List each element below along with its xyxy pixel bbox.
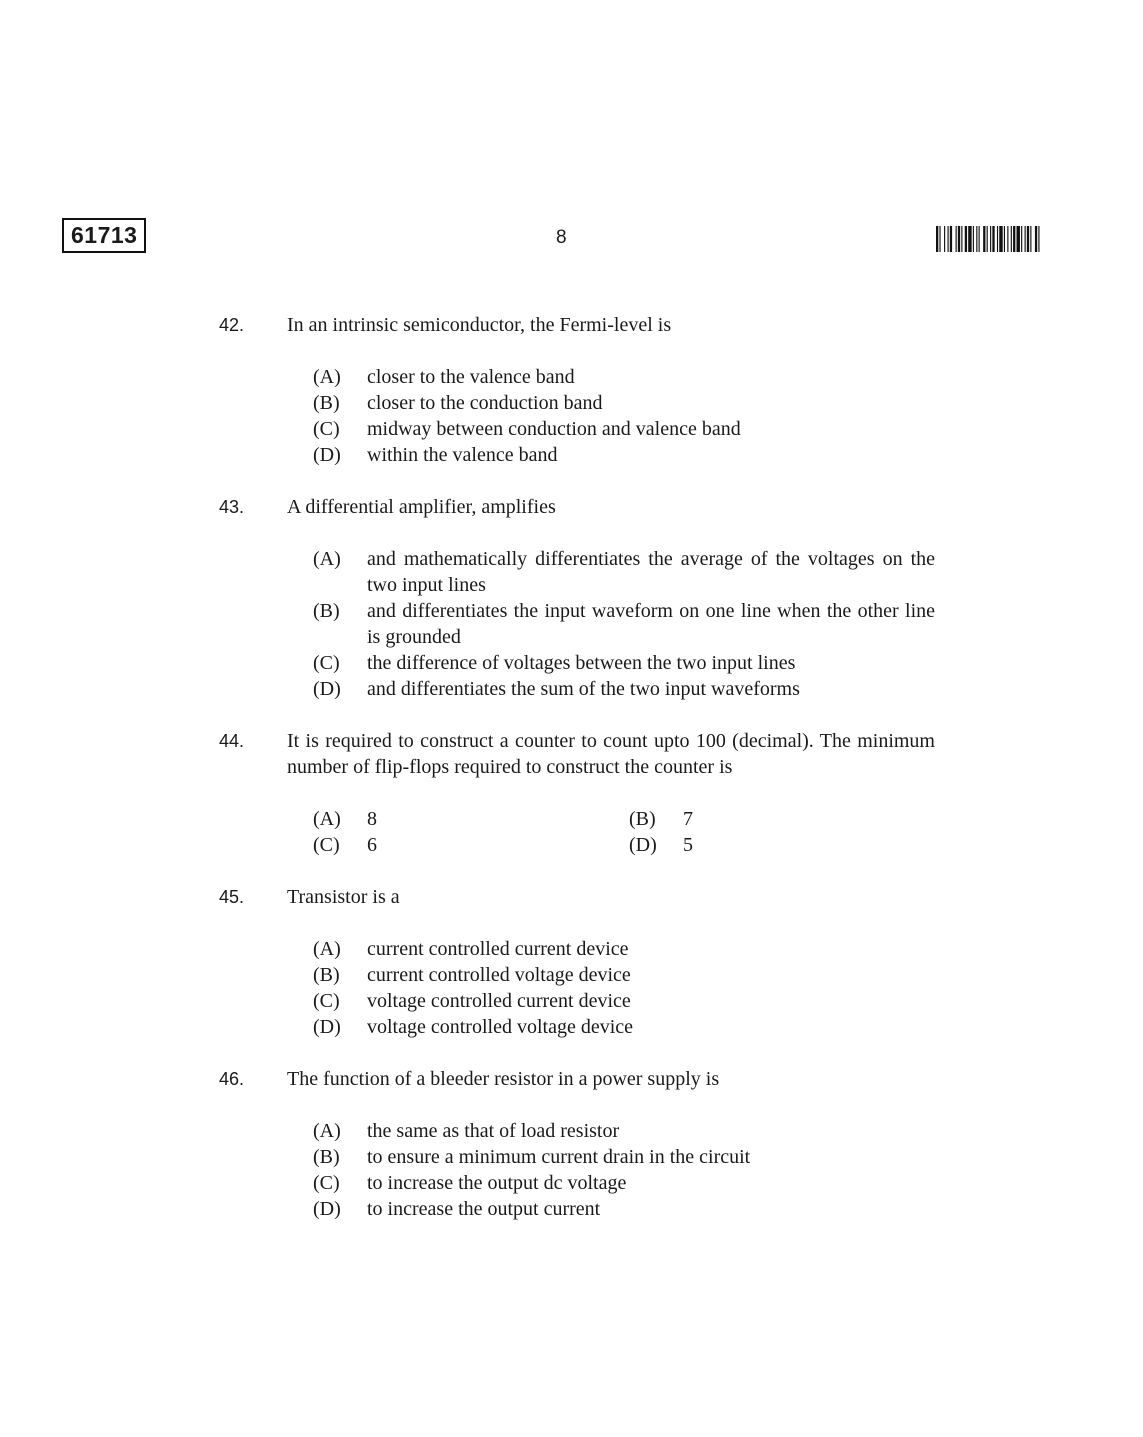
option-label: (D) xyxy=(313,444,341,466)
option-text: the same as that of load resistor xyxy=(367,1120,620,1142)
option-text: and mathematically differentiates the average of the voltages on the two input lines xyxy=(367,548,935,596)
option-label: (D) xyxy=(313,678,341,700)
question-text: A differential amplifier, amplifies xyxy=(287,496,556,518)
option-label: (A) xyxy=(313,548,341,570)
option-label: (C) xyxy=(313,990,340,1012)
question-text: The function of a bleeder resistor in a power supply is xyxy=(287,1068,720,1090)
option-text: current controlled voltage device xyxy=(367,964,631,986)
barcode xyxy=(936,226,1076,252)
option-text: 7 xyxy=(683,808,693,830)
option-text: to increase the output dc voltage xyxy=(367,1172,627,1194)
option-text: to ensure a minimum current drain in the circuit xyxy=(367,1146,751,1168)
question-text: In an intrinsic semiconductor, the Fermi-level is xyxy=(287,314,672,336)
question-number: 45. xyxy=(219,887,245,907)
option-label: (A) xyxy=(313,1120,341,1142)
option-text: and differentiates the sum of the two input waveforms xyxy=(367,678,800,700)
option-label: (B) xyxy=(629,808,656,830)
option-text: midway between conduction and valence band xyxy=(367,418,741,440)
option-text: and differentiates the input waveform on one line when the other line is grounded xyxy=(367,600,935,648)
option-label: (B) xyxy=(313,600,340,622)
option-text: the difference of voltages between the two input lines xyxy=(367,652,796,674)
question-number: 43. xyxy=(219,497,245,517)
question-text: Transistor is a xyxy=(287,886,400,908)
page-number: 8 xyxy=(556,227,567,248)
question-text: It is required to construct a counter to count upto 100 (decimal). The minimum number of flip-flops required to construct the counter is xyxy=(287,730,935,778)
option-label: (B) xyxy=(313,1146,340,1168)
question-number: 42. xyxy=(219,315,245,335)
option-label: (A) xyxy=(313,808,341,830)
question-number: 44. xyxy=(219,731,245,751)
option-label: (D) xyxy=(629,834,657,856)
option-text: closer to the valence band xyxy=(367,366,575,388)
option-text: voltage controlled voltage device xyxy=(367,1016,634,1038)
paper-code-box: 61713 xyxy=(62,218,146,253)
question-number: 46. xyxy=(219,1069,245,1089)
option-label: (C) xyxy=(313,834,340,856)
option-label: (B) xyxy=(313,964,340,986)
option-text: to increase the output current xyxy=(367,1198,601,1220)
option-text: within the valence band xyxy=(367,444,558,466)
option-text: 5 xyxy=(683,834,693,856)
option-label: (C) xyxy=(313,1172,340,1194)
option-label: (C) xyxy=(313,418,340,440)
option-label: (D) xyxy=(313,1198,341,1220)
option-label: (A) xyxy=(313,938,341,960)
option-label: (D) xyxy=(313,1016,341,1038)
option-text: 8 xyxy=(367,808,377,830)
option-label: (C) xyxy=(313,652,340,674)
option-label: (A) xyxy=(313,366,341,388)
option-text: 6 xyxy=(367,834,377,856)
option-text: voltage controlled current device xyxy=(367,990,631,1012)
option-label: (B) xyxy=(313,392,340,414)
option-text: closer to the conduction band xyxy=(367,392,603,414)
option-text: current controlled current device xyxy=(367,938,629,960)
